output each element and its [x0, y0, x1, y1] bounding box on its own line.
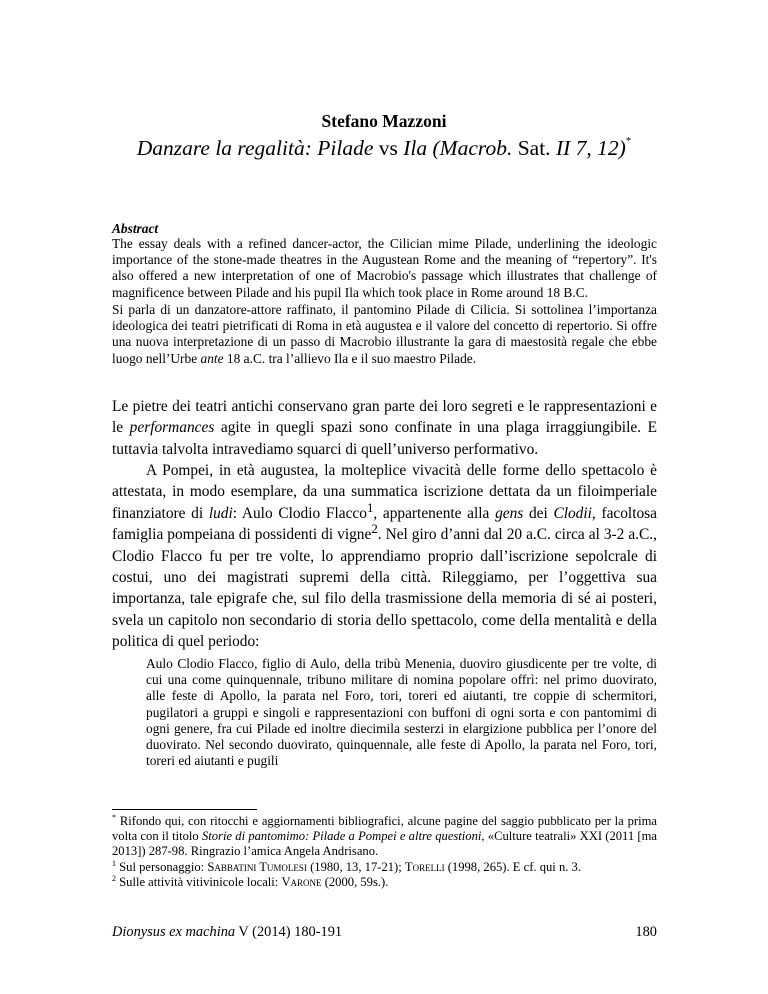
- footnote-2-author-varone: Varone: [281, 874, 322, 889]
- p2-text-a: A Pompei, in età augustea, la molteplice vivacità delle forme dello spettacolo è attestata, in modo esemplare, da una summatica iscrizione dettata da un filoimperiale finanziatore di: [112, 462, 657, 522]
- p1-text-b: agite in quegli spazi sono confinate in una plaga irraggiungibile. E tuttavia talvolta intravediamo squarci di quell’universo performativo.: [112, 419, 657, 458]
- footnote-ref-1[interactable]: 1: [366, 500, 374, 515]
- footnote-2-text-b: (2000, 59s.).: [321, 874, 389, 889]
- paper-title: [0, 136, 768, 161]
- footnote-1-text-b: (1980, 13, 17-21);: [306, 859, 405, 874]
- abstract-heading: Abstract: [112, 221, 159, 236]
- footnote-2: [112, 875, 657, 890]
- title-sat: Sat.: [512, 136, 556, 160]
- footer-journal: Dionysus ex machina: [112, 924, 236, 940]
- p2-gens: gens: [495, 504, 524, 522]
- footnote-divider: [112, 809, 257, 810]
- p2-text-e: , facoltosa famiglia pompeiana di possidenti di vigne: [112, 504, 657, 544]
- footnote-star-mark: *: [112, 812, 116, 822]
- p2-text-c: , appartenente alla: [373, 504, 496, 522]
- footnote-1-author-sabbatini: Sabbatini Tumolesi: [207, 859, 307, 874]
- p2-clodii: Clodii: [553, 504, 592, 522]
- abstract-italian-a: Si parla di un danzatore-attore raffinato, il pantomino Pilade di Cilicia. Si sottolinea l’importanza ideologica dei teatri pietrificati di Roma in età augustea e il valore del concetto di repertorio. Si offre una nuova interpretazione di un passo di Macrobio illustrante la gara di maestosità regale che ebbe luogo nell’Urbe: [112, 302, 657, 366]
- p1-text-a: Le pietre dei teatri antichi conservano gran parte dei loro segreti e le rappresentazioni e le: [112, 398, 657, 437]
- page-number: 180: [635, 924, 657, 940]
- footnote-star-text-a: Rifondo qui, con ritocchi e aggiornamenti bibliografici, alcune pagine del saggio pubblicato per la prima volta con il titolo: [112, 814, 657, 844]
- p2-text-d: dei: [523, 504, 554, 522]
- title-part1: Danzare la regalità: Pilade: [136, 136, 374, 160]
- title-note-mark: *: [625, 134, 632, 147]
- block-quote-inscription: Aulo Clodio Flacco, figlio di Aulo, della tribù Menenia, duoviro giusdicente per tre volte, di cui una come quinquennale, tribuno militare di nomina popolare offrì: nel primo duovirato, alle feste di Apollo, la parata nel Foro, tori, toreri ed aiutanti, tre coppie di schermitori, pugilatori a gruppi e singoli e rappresentazioni con buffoni di ogni sorta e con pantomimi di ogni genere, fra cui Pilade ed inoltre diecimila sesterzi in elargizione pubblica per l’onore del duovirato. Nel secondo duovirato, quinquennale, alle feste di Apollo, la parata nel Foro, tori, toreri ed aiutanti e pugili: [146, 656, 657, 769]
- footnote-star-title: Storie di pantomimo: Pilade a Pompei e altre questioni: [201, 829, 482, 844]
- body-paragraph-2: [112, 460, 657, 653]
- footnote-1-mark: 1: [112, 858, 116, 868]
- page-footer: [112, 924, 657, 941]
- footnote-star: [112, 814, 657, 860]
- footnote-ref-2[interactable]: 2: [371, 522, 378, 537]
- body-paragraph-1: [112, 396, 657, 460]
- footer-citation: V (2014) 180-191: [235, 924, 343, 940]
- abstract-italian-ante: ante: [200, 350, 224, 366]
- title-vs: vs: [373, 136, 404, 160]
- footnote-2-text-a: Sulle attività vitivinicole locali:: [116, 874, 282, 889]
- footnote-1: [112, 860, 657, 875]
- p1-performances: performances: [129, 419, 215, 437]
- author-name: Stefano Mazzoni: [321, 111, 447, 131]
- abstract-italian: [112, 302, 657, 367]
- footnote-1-author-torelli: Torelli: [404, 859, 445, 874]
- p2-text-f: . Nel giro d’anni dal 20 a.C. circa al 3-2 a.C., Clodio Flacco fu per tre volte, lo apprendiamo proprio dall’iscrizione sepolcrale di costui, uno dei magistrati supremi della città. Rileggiamo, per l’oggettiva sua importanza, tale epigrafe che, sul filo della trasmissione della memoria di sé ai posteri, svela un capitolo non secondario di storia dello spettacolo, come della mentalità e della politica di quel periodo:: [112, 526, 657, 651]
- footnotes: [112, 814, 657, 890]
- title-part2: Ila (Macrob.: [403, 136, 513, 160]
- p2-text-b: : Aulo Clodio Flacco: [232, 504, 367, 522]
- abstract-italian-b: 18 a.C. tra l’allievo Ila e il suo maestro Pilade.: [223, 350, 477, 366]
- footnote-1-text-c: (1998, 265). E cf. qui n. 3.: [444, 859, 581, 874]
- title-part3: II 7, 12): [555, 136, 626, 160]
- footnote-star-text-b: , «Culture teatrali» XXI (2011 [ma 2013]) 287-98. Ringrazio l’amica Angela Andrisano.: [112, 829, 657, 859]
- abstract-english: The essay deals with a refined dancer-actor, the Cilician mime Pilade, underlining the ideologic importance of the stone-made theatres in the Augustean Rome and the meaning of “repertory”. It's also offered a new interpretation of one of Macrobio's passage which illustrates that challenge of magnificence between Pilade and his pupil Ila which took place in Rome around 18 B.C.: [112, 236, 657, 300]
- p2-ludi: ludi: [208, 504, 233, 522]
- footnote-1-text-a: Sul personaggio:: [116, 859, 208, 874]
- footnote-2-mark: 2: [112, 873, 116, 883]
